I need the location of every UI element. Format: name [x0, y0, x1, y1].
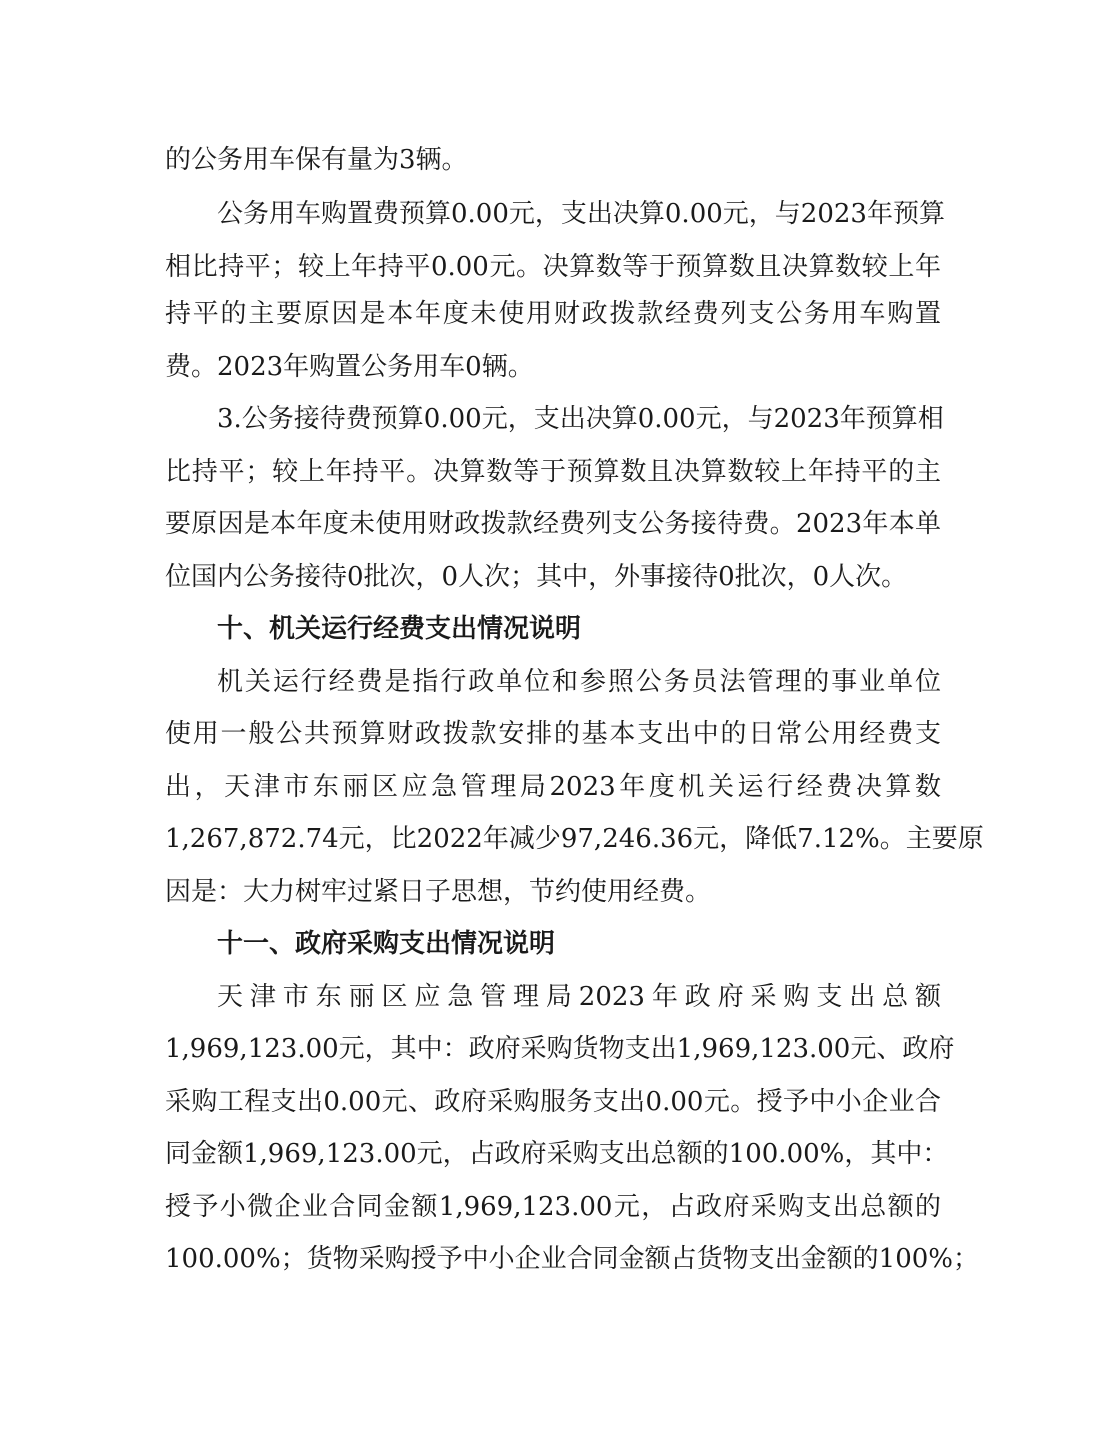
text-line: 持平的主要原因是本年度未使用财政拨款经费列支公务用车购置 — [165, 299, 941, 329]
text-line: 出，天津市东丽区应急管理局2023年度机关运行经费决算数 — [165, 772, 941, 802]
section-heading: 十一、政府采购支出情况说明 — [217, 929, 556, 959]
text-line: 相比持平；较上年持平0.00元。决算数等于预算数且决算数较上年 — [165, 252, 941, 282]
text-line: 使用一般公共预算财政拨款安排的基本支出中的日常公用经费支 — [165, 719, 941, 749]
text-line: 因是：大力树牢过紧日子思想，节约使用经费。 — [165, 877, 712, 907]
text-line: 天津市东丽区应急管理局2023年政府采购支出总额 — [217, 982, 941, 1012]
section-heading: 十、机关运行经费支出情况说明 — [217, 614, 582, 644]
text-line: 比持平；较上年持平。决算数等于预算数且决算数较上年持平的主 — [165, 457, 941, 487]
text-line: 100.00%；货物采购授予中小企业合同金额占货物支出金额的100%； — [165, 1244, 980, 1274]
text-line: 的公务用车保有量为3辆。 — [165, 145, 468, 175]
text-line: 费。2023年购置公务用车0辆。 — [165, 352, 534, 382]
text-line: 采购工程支出0.00元、政府采购服务支出0.00元。授予中小企业合 — [165, 1087, 941, 1117]
text-line: 同金额1,969,123.00元，占政府采购支出总额的100.00%，其中： — [165, 1139, 949, 1169]
text-line: 公务用车购置费预算0.00元，支出决算0.00元，与2023年预算 — [217, 199, 945, 229]
text-line: 位国内公务接待0批次，0人次；其中，外事接待0批次，0人次。 — [165, 562, 908, 592]
text-line: 机关运行经费是指行政单位和参照公务员法管理的事业单位 — [217, 667, 941, 697]
text-line: 授予小微企业合同金额1,969,123.00元，占政府采购支出总额的 — [165, 1192, 941, 1222]
text-line: 要原因是本年度未使用财政拨款经费列支公务接待费。2023年本单 — [165, 509, 941, 539]
text-line: 3.公务接待费预算0.00元，支出决算0.00元，与2023年预算相 — [217, 404, 944, 434]
text-line: 1,267,872.74元，比2022年减少97,246.36元，降低7.12%。主要原 — [165, 824, 984, 854]
text-line: 1,969,123.00元，其中：政府采购货物支出1,969,123.00元、政府 — [165, 1034, 955, 1064]
